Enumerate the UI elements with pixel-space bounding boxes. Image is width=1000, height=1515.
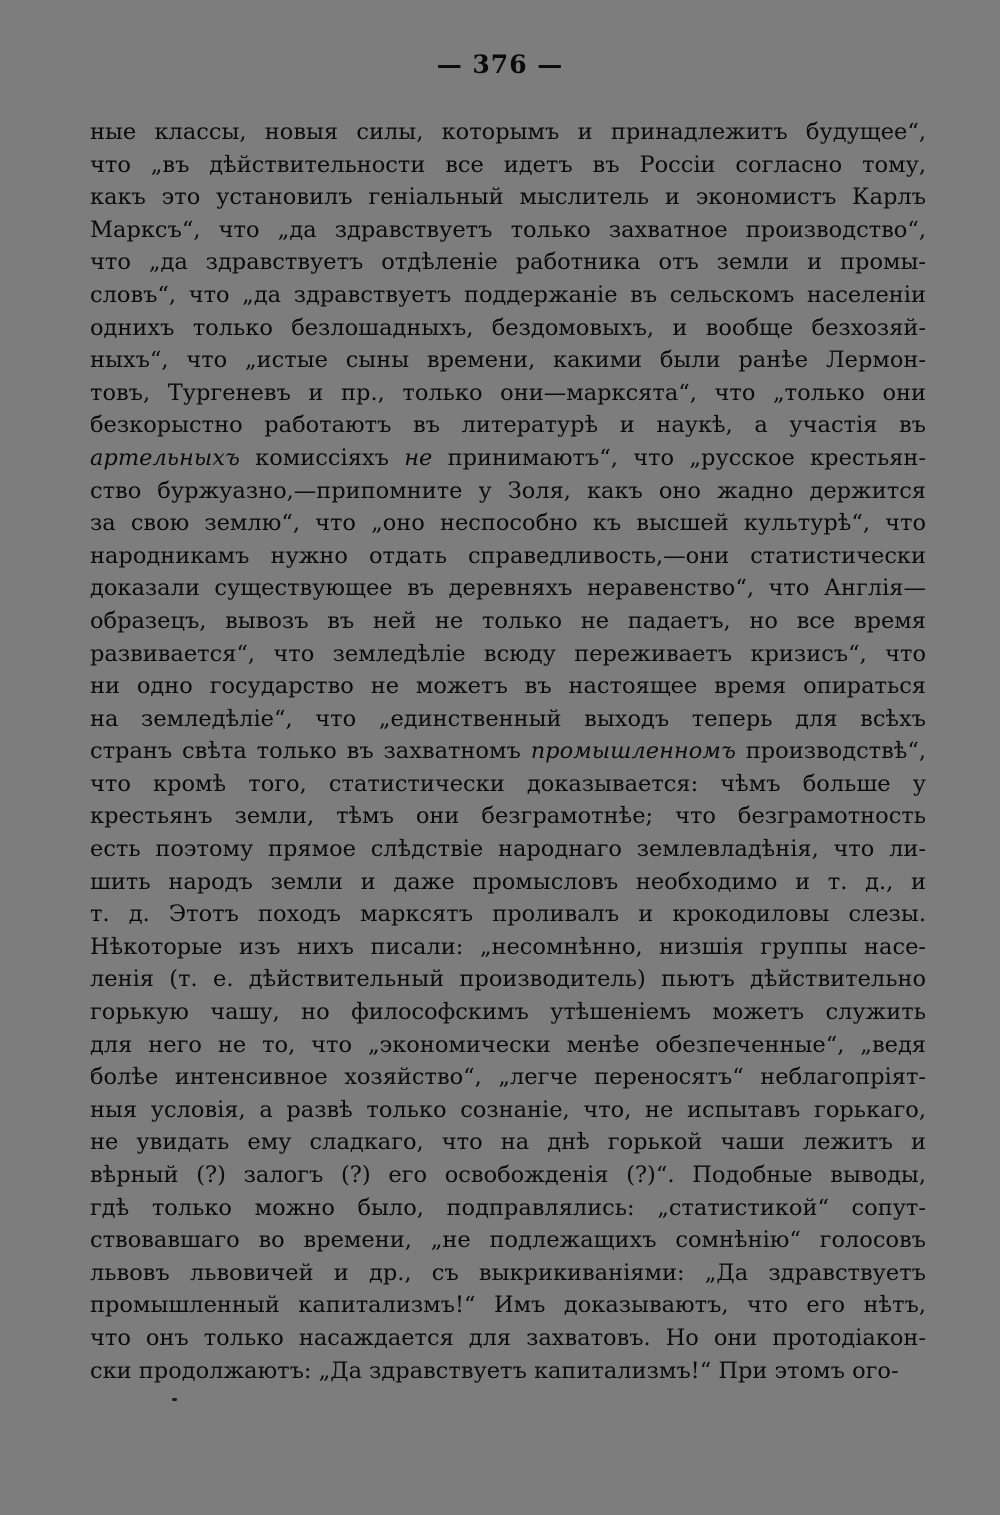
text-segment: принимаютъ“, что „русское крестьян-: [432, 444, 926, 471]
text-line-36: львовъ львовичей и др., съ выкрикиваніями: „Да здравствуетъ: [90, 1259, 926, 1286]
page-number: — 376 —: [436, 50, 564, 79]
text-segment: производствѣ“,: [735, 738, 926, 765]
text-line-29: для него не то, что „экономически менѣе обезпеченные“, „ведя: [90, 1031, 926, 1058]
text-line-39: ски продолжаютъ: „Да здравствуетъ капитализмъ!“ При этомъ ого-: [90, 1357, 899, 1384]
text-line-17: развивается“, что земледѣліе всюду переживаетъ кризисъ“, что: [90, 640, 926, 667]
text-segment: странъ свѣта только въ захватномъ: [90, 738, 531, 765]
italic-word-ne: не: [404, 444, 433, 471]
text-line-21: что кромѣ того, статистически доказывается: чѣмъ больше у: [90, 770, 926, 797]
text-line-19: на земледѣліе“, что „единственный выходъ теперь для всѣхъ: [90, 705, 926, 732]
text-line-2: что „въ дѣйствительности все идетъ въ Россіи согласно тому,: [90, 151, 926, 178]
text-line-26: Нѣкоторые изъ нихъ писали: „несомнѣнно, низшія группы насе-: [90, 933, 926, 960]
text-segment: комиссіяхъ: [239, 444, 405, 471]
text-line-3: какъ это установилъ геніальный мыслитель и экономистъ Карлъ: [90, 184, 926, 211]
page-text: [90, 116, 926, 1387]
text-line-30: болѣе интенсивное хозяйство“, „легче переносятъ“ неблагопріят-: [90, 1064, 926, 1091]
text-line-14: народникамъ нужно отдать справедливость,—они статистически: [90, 542, 926, 569]
text-line-35: ствовавшаго во времени, „не подлежащихъ сомнѣнію“ голосовъ: [90, 1227, 926, 1254]
text-line-38: что онъ только насаждается для захватовъ. Но они протодіакон-: [90, 1324, 926, 1351]
text-line-13: за свою землю“, что „оно неспособно къ высшей культурѣ“, что: [90, 510, 926, 537]
text-line-16: образецъ, вывозъ въ ней не только не падаетъ, но все время: [90, 607, 926, 634]
text-line-20: [90, 735, 926, 768]
print-speck: [172, 1398, 177, 1401]
text-line-22: крестьянъ земли, тѣмъ они безграмотнѣе; что безграмотность: [90, 803, 926, 830]
text-line-9: товъ, Тургеневъ и пр., только они—марксята“, что „только они: [90, 379, 926, 406]
text-line-7: однихъ только безлошадныхъ, бездомовыхъ, и вообще безхозяй-: [90, 314, 926, 341]
text-line-32: не увидать ему сладкаго, что на днѣ горькой чаши лежитъ и: [90, 1129, 926, 1156]
text-line-8: ныхъ“, что „истые сыны времени, какими были ранѣе Лермон-: [90, 347, 926, 374]
text-line-28: горькую чашу, но философскимъ утѣшеніемъ можетъ служить: [90, 999, 926, 1026]
italic-word-promyshlennom: промышленномъ: [530, 738, 736, 765]
text-line-11: [90, 442, 926, 475]
text-line-34: гдѣ только можно было, подправлялись: „статистикой“ сопут-: [90, 1194, 926, 1221]
text-line-23: есть поэтому прямое слѣдствіе народнаго землевладѣнія, что ли-: [90, 836, 926, 863]
text-line-1: ные классы, новыя силы, которымъ и принадлежитъ будущее“,: [90, 119, 926, 145]
text-line-6: словъ“, что „да здравствуетъ поддержаніе въ сельскомъ населеніи: [90, 281, 926, 308]
text-line-12: ство буржуазно,—припомните у Золя, какъ оно жадно держится: [90, 477, 926, 504]
text-line-5: что „да здравствуетъ отдѣленіе работника отъ земли и промы-: [90, 249, 926, 276]
text-line-25: т. д. Этотъ походъ марксятъ проливалъ и крокодиловы слезы.: [90, 901, 926, 928]
text-line-24: шить народъ земли и даже промысловъ необходимо и т. д., и: [90, 868, 926, 895]
text-line-4: Марксъ“, что „да здравствуетъ только захватное производство“,: [90, 216, 926, 243]
text-line-10: безкорыстно работаютъ въ литературѣ и наукѣ, а участія въ: [90, 412, 926, 439]
text-line-15: доказали существующее въ деревняхъ неравенство“, что Англія—: [90, 575, 926, 602]
text-line-18: ни одно государство не можетъ въ настоящее время опираться: [90, 673, 926, 700]
text-line-31: ныя условія, а развѣ только сознаніе, что, не испытавъ горькаго,: [90, 1096, 926, 1123]
text-line-33: вѣрный (?) залогъ (?) его освобожденія (?)“. Подобные выводы,: [90, 1162, 926, 1188]
text-line-37: промышленный капитализмъ!“ Имъ доказываютъ, что его нѣтъ,: [90, 1292, 926, 1319]
italic-word-artelnykh: артельныхъ: [90, 444, 240, 471]
text-line-27: ленія (т. е. дѣйствительный производитель) пьютъ дѣйствительно: [90, 966, 926, 993]
